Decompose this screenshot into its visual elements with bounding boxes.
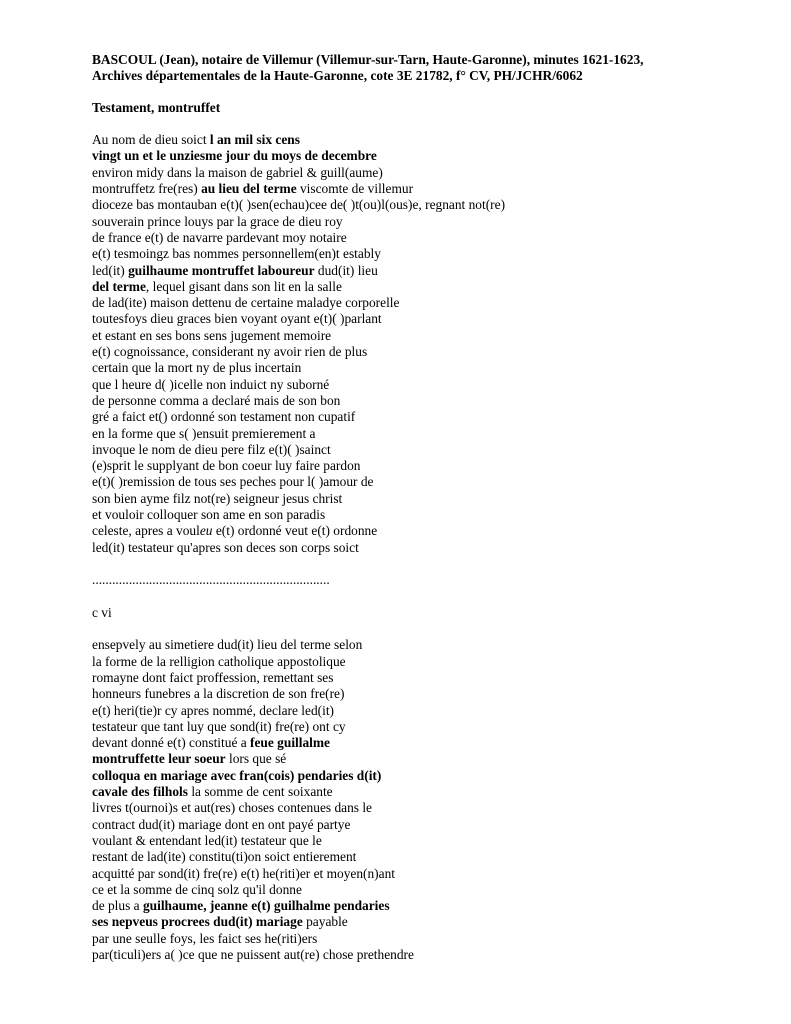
text-segment: romayne dont faict proffession, remettant ses xyxy=(92,669,334,685)
text-segment: e(t) heri(tie)r cy apres nommé, declare led(it) xyxy=(92,702,335,718)
text-segment: del terme xyxy=(92,278,146,294)
transcription-line xyxy=(92,637,752,653)
text-segment: acquitté par sond(it) fre(re) e(t) he(riti)er et moyen(n)ant xyxy=(92,865,395,881)
transcription-line xyxy=(92,377,752,393)
text-segment: par une seulle foys, les faict ses he(riti)ers xyxy=(92,930,318,946)
text-segment: Au nom de dieu soict xyxy=(92,132,210,148)
text-segment: colloqua en mariage avec fran(cois) pendaries d(it) xyxy=(92,767,382,783)
text-segment: lors que sé xyxy=(225,751,287,767)
transcription-line xyxy=(92,279,752,295)
transcription-line xyxy=(92,507,752,523)
text-segment: dioceze bas montauban e(t)( )sen(echau)cee de( )t(ou)l(ous)e, regnant not(re) xyxy=(92,197,506,213)
transcription-line xyxy=(92,654,752,670)
text-segment: e(t) ordonné veut e(t) ordonne xyxy=(212,523,378,539)
text-segment: celeste, apres a voul xyxy=(92,523,200,539)
text-segment: livres t(ournoi)s et aut(res) choses contenues dans le xyxy=(92,800,373,816)
text-segment: ses nepveus procrees dud(it) mariage xyxy=(92,914,303,930)
text-segment: par(ticuli)ers a( )ce que ne puissent aut(re) chose prethendre xyxy=(92,947,414,963)
text-segment: certain que la mort ny de plus incertain xyxy=(92,360,302,376)
text-segment: viscomte de villemur xyxy=(296,181,414,197)
transcription-line xyxy=(92,409,752,425)
transcription-line xyxy=(92,914,752,930)
text-segment: souverain prince louys par la grace de dieu roy xyxy=(92,213,343,229)
transcription-line xyxy=(92,197,752,213)
text-segment: et estant en ses bons sens jugement memoire xyxy=(92,327,332,343)
transcription-line xyxy=(92,898,752,914)
transcription-line xyxy=(92,165,752,181)
document-header xyxy=(92,52,752,85)
text-segment: l an mil six cens xyxy=(209,132,300,148)
transcription-line xyxy=(92,800,752,816)
text-segment: e(t)( )remission de tous ses peches pour l( )amour de xyxy=(92,474,374,490)
separator-line: ....................................................................... xyxy=(92,572,330,588)
transcription-line xyxy=(92,947,752,963)
transcription-line xyxy=(92,474,752,490)
transcription-line xyxy=(92,328,752,344)
text-segment: led(it) xyxy=(92,262,129,278)
transcription-line xyxy=(92,214,752,230)
text-segment: devant donné e(t) constitué a xyxy=(92,735,251,751)
text-segment: restant de lad(ite) constitu(ti)on soict entierement xyxy=(92,849,357,865)
text-segment: guilhaume, jeanne e(t) guilhalme pendaries xyxy=(142,898,390,914)
text-segment: environ midy dans la maison de gabriel & guill(aume) xyxy=(92,164,383,180)
text-segment: de lad(ite) maison dettenu de certaine maladye corporelle xyxy=(92,295,400,311)
transcription-line xyxy=(92,931,752,947)
text-segment: (e)sprit le supplyant de bon coeur luy faire pardon xyxy=(92,458,361,474)
transcription-line xyxy=(92,491,752,507)
transcription-line xyxy=(92,393,752,409)
transcription-line xyxy=(92,311,752,327)
text-segment: honneurs funebres a la discretion de son fre(re) xyxy=(92,686,345,702)
transcription-section-2 xyxy=(92,637,752,963)
text-segment: de personne comma a declaré mais de son bon xyxy=(92,392,341,408)
transcription-line xyxy=(92,148,752,164)
text-segment: montruffette leur soeur xyxy=(92,751,226,767)
text-segment: au lieu del terme xyxy=(201,181,297,197)
document-page xyxy=(92,52,752,963)
text-segment: invoque le nom de dieu pere filz e(t)( )sainct xyxy=(92,441,331,457)
text-segment: eu xyxy=(199,523,213,539)
text-segment: son bien ayme filz not(re) seigneur jesus christ xyxy=(92,490,343,506)
text-segment: montruffetz fre(res) xyxy=(92,181,202,197)
text-segment: gré a faict et() ordonné son testament non cupatif xyxy=(92,409,356,425)
text-segment: dud(it) lieu xyxy=(314,262,378,278)
text-segment: guilhaume montruffet laboureur xyxy=(128,262,315,278)
text-segment: toutesfoys dieu graces bien voyant oyant e(t)( )parlant xyxy=(92,311,382,327)
text-segment: et vouloir colloquer son ame en son paradis xyxy=(92,507,326,523)
transcription-line xyxy=(92,426,752,442)
transcription-line xyxy=(92,230,752,246)
transcription-line xyxy=(92,181,752,197)
text-segment: vingt un et le unziesme jour du moys de decembre xyxy=(92,148,377,164)
transcription-line xyxy=(92,866,752,882)
transcription-line xyxy=(92,263,752,279)
transcription-line xyxy=(92,833,752,849)
transcription-line xyxy=(92,540,752,556)
transcription-line xyxy=(92,442,752,458)
transcription-line xyxy=(92,670,752,686)
transcription-line xyxy=(92,768,752,784)
transcription-line xyxy=(92,784,752,800)
text-segment: voulant & entendant led(it) testateur que le xyxy=(92,832,322,848)
text-segment: en la forme que s( )ensuit premierement a xyxy=(92,425,316,441)
text-segment: ensepvely au simetiere dud(it) lieu del terme selon xyxy=(92,637,363,653)
document-title: Testament, montruffet xyxy=(92,99,221,115)
transcription-line xyxy=(92,686,752,702)
transcription-line xyxy=(92,703,752,719)
text-segment: que l heure d( )icelle non induict ny suborné xyxy=(92,376,330,392)
folio-marker: c vi xyxy=(92,604,112,620)
text-segment: contract dud(it) mariage dont en ont payé partye xyxy=(92,816,351,832)
text-segment: de france e(t) de navarre pardevant moy notaire xyxy=(92,229,347,245)
text-segment: testateur que tant luy que sond(it) fre(re) ont cy xyxy=(92,718,346,734)
transcription-line xyxy=(92,295,752,311)
transcription-line xyxy=(92,719,752,735)
text-segment: ce et la somme de cinq solz qu'il donne xyxy=(92,881,302,897)
transcription-line xyxy=(92,360,752,376)
transcription-section-1 xyxy=(92,132,752,556)
text-segment: , lequel gisant dans son lit en la salle xyxy=(145,278,342,294)
text-segment: cavale des filhols xyxy=(92,784,188,800)
text-segment: e(t) tesmoingz bas nommes personnellem(en)t estably xyxy=(92,246,381,262)
text-segment: la forme de la relligion catholique appostolique xyxy=(92,653,346,669)
transcription-line xyxy=(92,246,752,262)
transcription-line xyxy=(92,523,752,539)
text-segment: la somme de cent soixante xyxy=(187,784,333,800)
transcription-line xyxy=(92,817,752,833)
text-segment: feue guillalme xyxy=(250,735,330,751)
transcription-line xyxy=(92,735,752,751)
transcription-line xyxy=(92,344,752,360)
text-segment: de plus a xyxy=(92,898,143,914)
transcription-line xyxy=(92,882,752,898)
text-segment: payable xyxy=(302,914,348,930)
transcription-line xyxy=(92,132,752,148)
transcription-line xyxy=(92,751,752,767)
transcription-line xyxy=(92,458,752,474)
header-line-2: Archives départementales de la Haute-Garonne, cote 3E 21782, f° CV, PH/JCHR/6062 xyxy=(92,68,583,84)
header-line-1: BASCOUL (Jean), notaire de Villemur (Villemur-sur-Tarn, Haute-Garonne), minutes 1621-1623, xyxy=(92,52,644,67)
text-segment: led(it) testateur qu'apres son deces son corps soict xyxy=(92,539,359,555)
transcription-line xyxy=(92,849,752,865)
text-segment: e(t) cognoissance, considerant ny avoir rien de plus xyxy=(92,344,368,360)
